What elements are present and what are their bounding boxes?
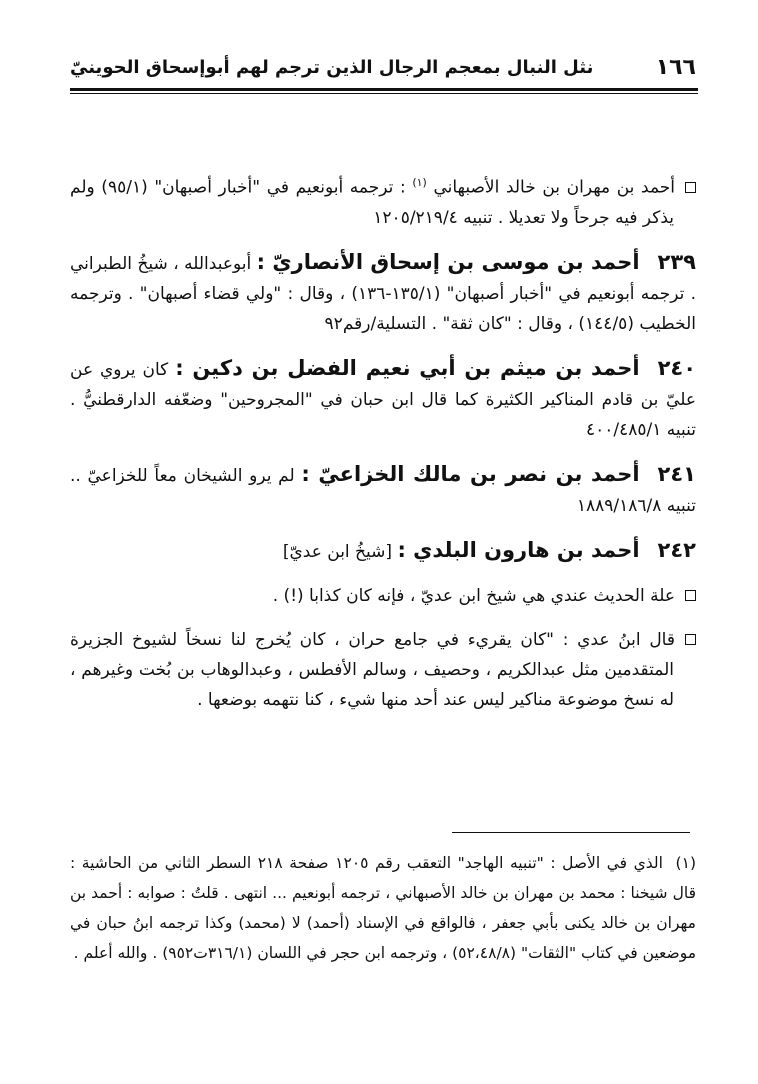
entry-name: أحمد بن هارون البلدي : bbox=[397, 537, 640, 562]
entry-text: قال ابنُ عدي : "كان يقريء في جامع حران ، كان يُخرج لنا نسخاً لشيوخ الجزيرة المتقدمين مثل عبدالكريم ، وحصيف ، وسالم الأفطس ، وعبدالوهاب بن بُخت وغيرهم ، له نسخ موضوعة مناكير ليس عند أحد منها شيء ، كنا نتهمه بوضعها . bbox=[70, 629, 675, 710]
entry-number: ٢٤٢ bbox=[657, 537, 696, 562]
square-bullet-icon bbox=[685, 590, 696, 601]
entry-name: أحمد بن نصر بن مالك الخزاعيّ : bbox=[301, 461, 640, 486]
bullet-entry-illa bbox=[70, 581, 696, 611]
entry-240 bbox=[70, 353, 696, 445]
square-bullet-icon bbox=[685, 182, 696, 193]
entry-text-continued: : ترجمه أبونعيم في "أخبار أصبهان" (٩٥/١) ولم يذكر فيه جرحاً ولا تعديلا . تنبيه ١٢٠٥/٢١٩/٤ bbox=[70, 177, 674, 228]
footnote bbox=[70, 848, 696, 968]
entry-number: ٢٣٩ bbox=[657, 249, 696, 274]
entry-name: أحمد بن ميثم بن أبي نعيم الفضل بن دكين : bbox=[175, 355, 640, 380]
entry-text: [شيخُ ابن عديّ] bbox=[282, 541, 393, 562]
header-rule-thick bbox=[70, 88, 698, 91]
square-bullet-icon bbox=[685, 634, 696, 645]
entry-242 bbox=[70, 535, 696, 567]
entry-239 bbox=[70, 247, 696, 339]
footnote-text: الذي في الأصل : "تنبيه الهاجد" التعقب رقم ١٢٠٥ صفحة ٢١٨ السطر الثاني من الحاشية : قال شيخنا : محمد بن مهران بن خالد الأصبهاني ، ترجمه أبونعيم ... انتهى . قلتُ : صوابه : أحمد بن مهران بن خالد يكنى بأبي جعفر ، فالواقع في الإسناد (أحمد) لا (محمد) وكذا ترجمه ابنُ حبان في موضعين في كتاب "الثقات" (٥٢،٤٨/٨) ، وترجمه ابن حجر في اللسان (٣١٦/١ت٩٥٢) . والله أعلم . bbox=[70, 854, 696, 962]
entry-text: كان يروي عن عليّ بن قادم المناكير الكثيرة كما قال ابن حبان في "المجروحين" وضعّفه الدارقطنيُّ . تنبيه ٤٠٠/٤٨٥/١ bbox=[70, 359, 696, 440]
entry-241 bbox=[70, 459, 696, 521]
footnote-reference[interactable]: (١) bbox=[412, 176, 427, 189]
running-title: نثل النبال بمعجم الرجال الذين ترجم لهم أبوإسحاق الحوينيّ bbox=[70, 56, 594, 78]
bullet-entry-ahmad-bin-mihran bbox=[70, 168, 696, 233]
footnote-marker: (١) bbox=[675, 854, 696, 872]
entry-text: أبوعبدالله ، شيخُ الطبراني . ترجمه أبونعيم في "أخبار أصبهان" (١٣٥/١-١٣٦) ، وقال : "ولي قضاء أصبهان" . وترجمه الخطيب (١٤٤/٥) ، وقال : "كان ثقة" . التسلية/رقم٩٢ bbox=[70, 253, 696, 334]
page-header bbox=[70, 48, 696, 86]
entry-number: ٢٤١ bbox=[657, 461, 696, 486]
entry-name: أحمد بن موسى بن إسحاق الأنصاريّ : bbox=[256, 249, 640, 274]
footnote-separator bbox=[452, 832, 690, 833]
entry-number: ٢٤٠ bbox=[657, 355, 697, 380]
entry-text: أحمد بن مهران بن خالد الأصبهاني bbox=[433, 177, 675, 198]
main-text bbox=[70, 168, 696, 729]
bullet-entry-ibn-adi bbox=[70, 625, 696, 715]
header-rule-thin bbox=[70, 93, 698, 94]
entry-text: علة الحديث عندي هي شيخ ابن عديّ ، فإنه كان كذابا (!) . bbox=[272, 585, 675, 606]
entry-text: لم يرو الشيخان معاً للخزاعيّ .. تنبيه ١٨٨٩/١٨٦/٨ bbox=[70, 465, 696, 516]
page-number: ١٦٦ bbox=[655, 54, 696, 80]
